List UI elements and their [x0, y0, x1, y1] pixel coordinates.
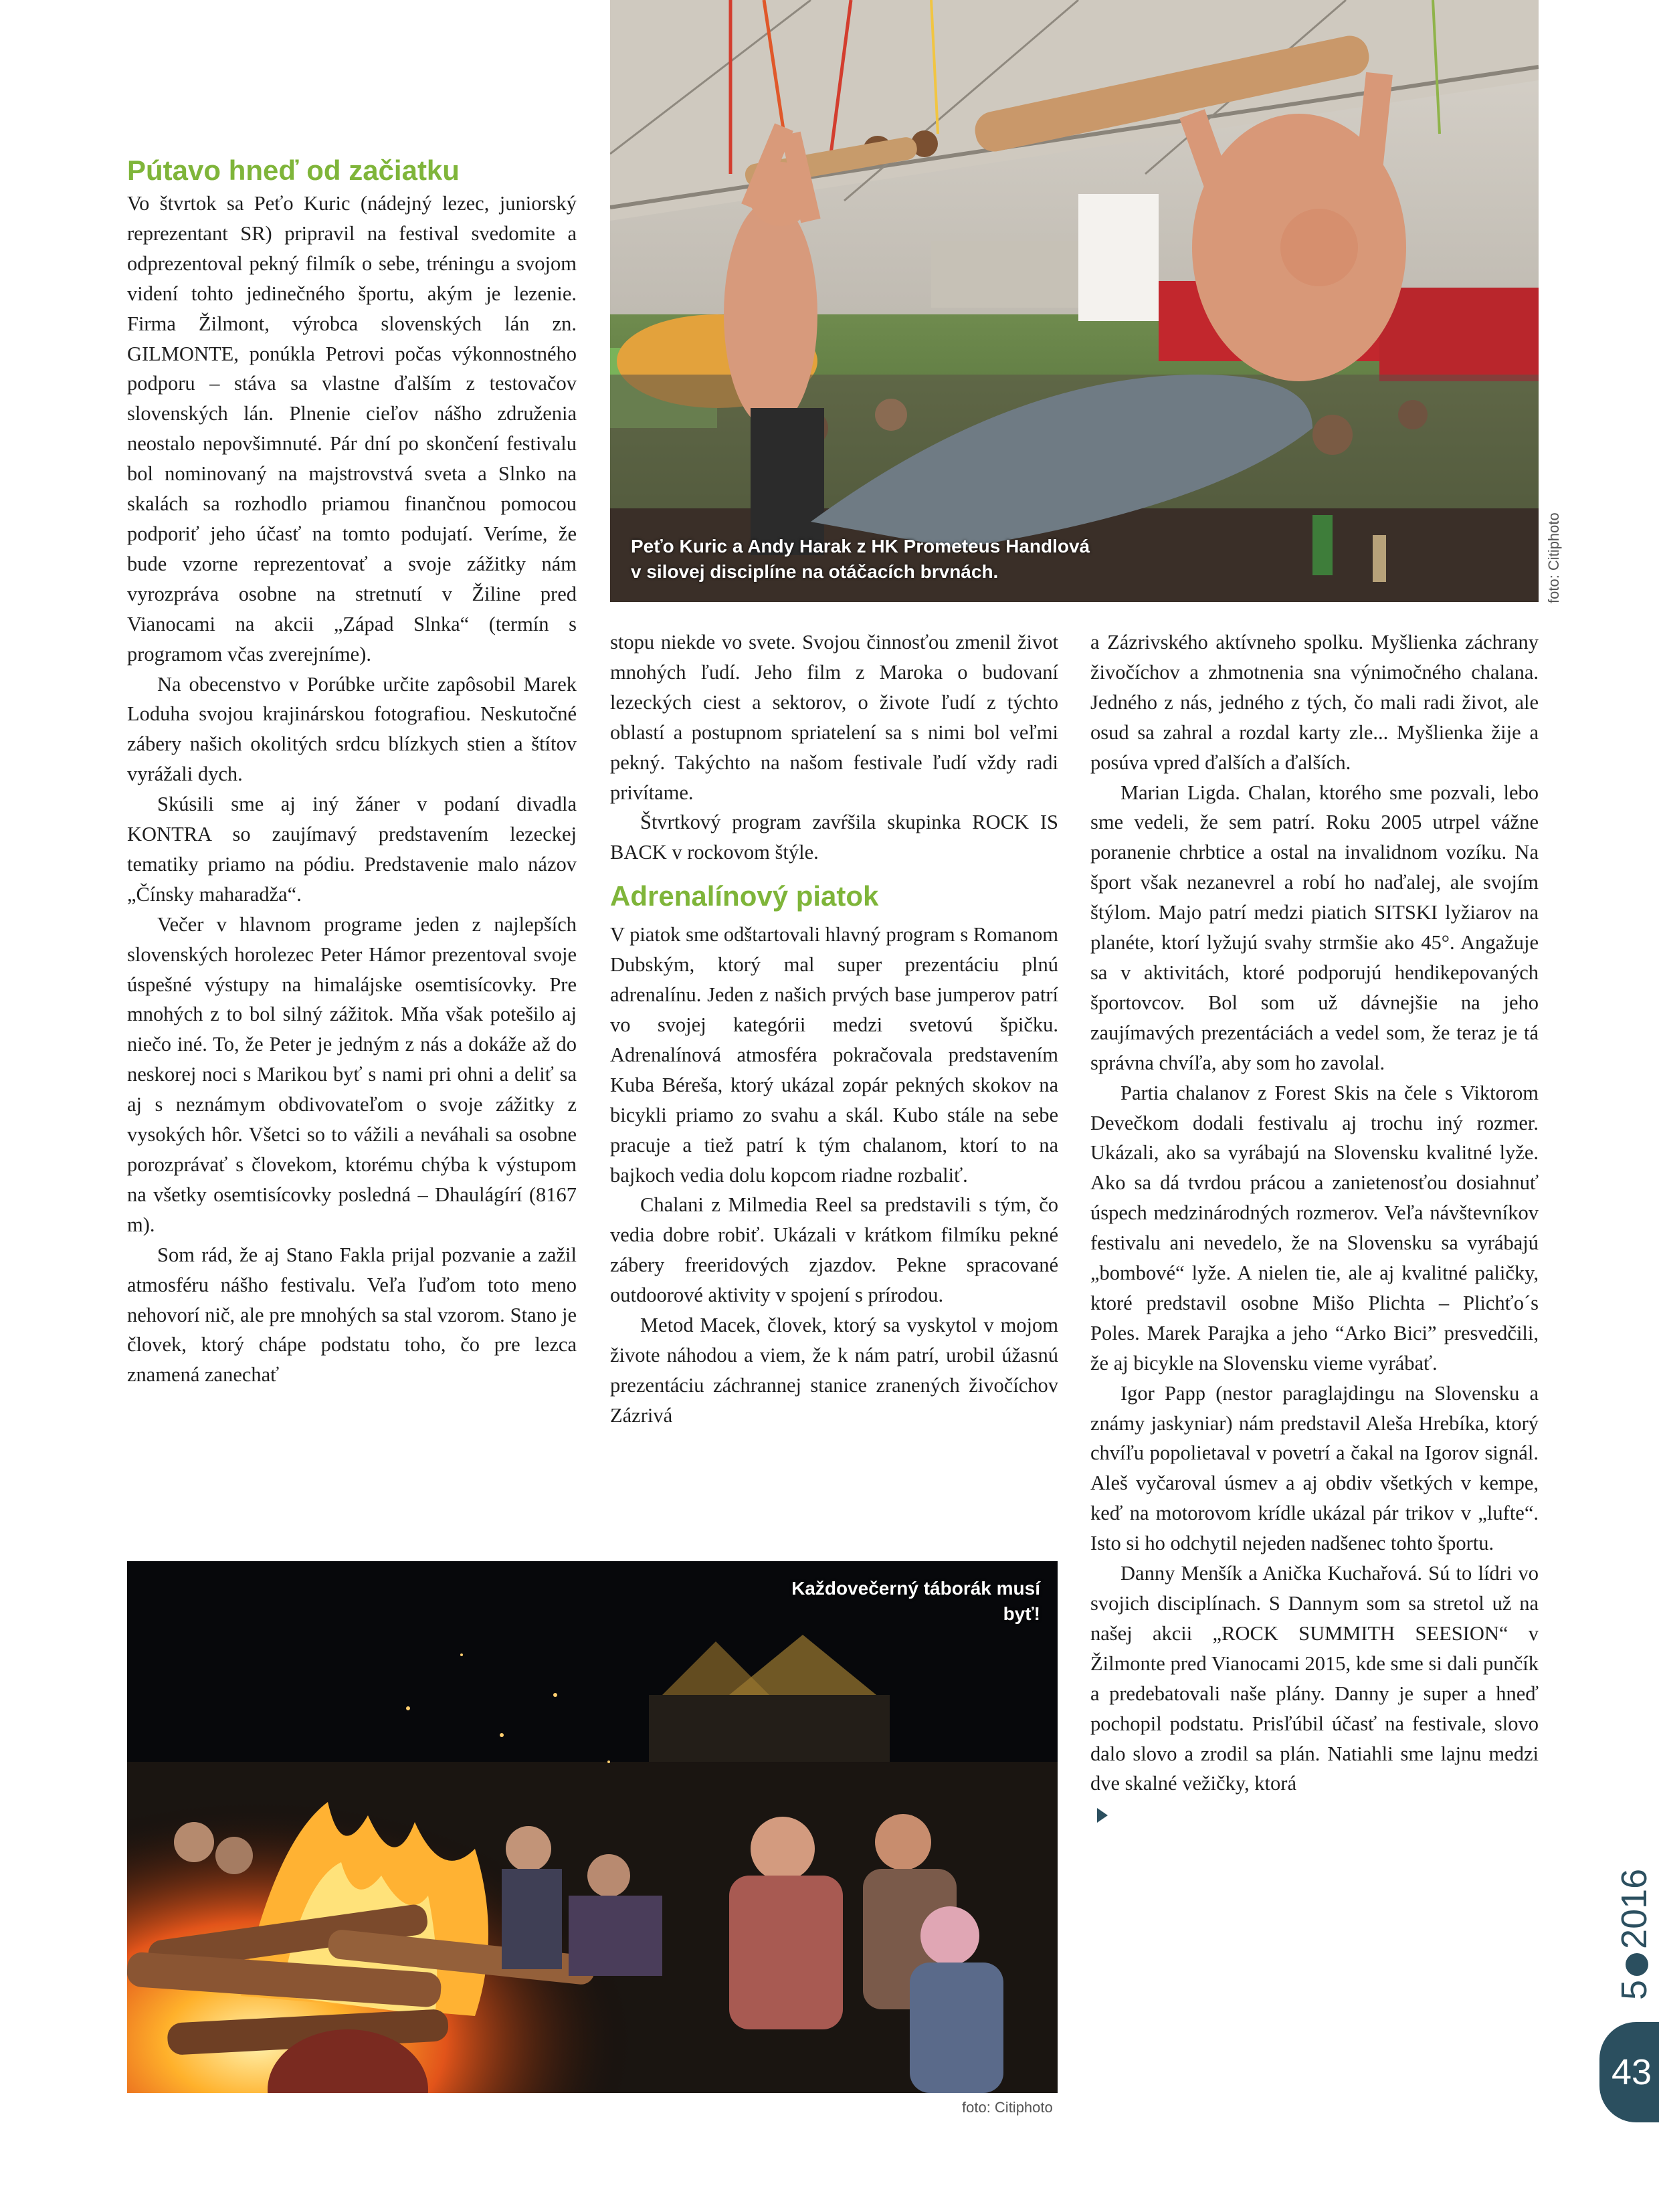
page-number-badge: [1599, 2022, 1659, 2122]
section-heading-adrenalinovy: Adrenalínový piatok: [610, 880, 879, 912]
paragraph: Metod Macek, človek, ktorý sa vyskytol v mojom živote náhodou a viem, že k nám patrí, urobil úžasnú prezentáciu záchrannej stanice zranených živočíchov Zázrivá: [610, 1314, 1058, 1427]
paragraph: a Zázrivského aktívneho spolku. Myšlienka záchrany živočíchov a zhmotnenia sna výnimočného chalana. Jedného z nás, jedného z tých, čo mali radi život, ale osud sa zahral a rozdal karty zle... Myšlienka žije a posúva vpred ďalších a ďalších.: [1090, 631, 1539, 774]
photo-campfire-caption: Každovečerný táborák musí byť!: [791, 1578, 1040, 1624]
issue-dot-icon: [1626, 1953, 1648, 1976]
photo-campfire-image: [127, 1561, 1058, 2093]
paragraph: Som rád, že aj Stano Fakla prijal pozvanie a zažil atmosféru nášho festivalu. Veľa ľuďom toto meno nehovorí nič, ale pre mnohých sa stal vzorom. Stano je človek, ktorý chápe podstatu toho, čo pre lezca znamená zanechať: [127, 1243, 577, 1387]
paragraph: Štvrtkový program zavŕšila skupinka ROCK IS BACK v rockovom štýle.: [610, 811, 1058, 864]
paragraph: stopu niekde vo svete. Svojou činnosťou zmenil život mnohých ľudí. Jeho film z Maroka o budovaní lezeckých ciest a sektorov, o živote ľudí z týchto oblastí a postupnom spriatelení sa s nimi bol veľmi pekný. Takýchto na našom festivale ľudí vždy radi privítame.: [610, 631, 1058, 804]
issue-year: [1614, 1869, 1655, 2000]
paragraph: Na obecenstvo v Porúbke určite zapôsobil Marek Loduha svojou krajinárskou fotografiou. Neskutočné zábery našich okolitých srdcu blízkych stien a štítov vyrážali dych.: [127, 672, 577, 786]
issue-year-value: 2016: [1614, 1868, 1654, 1949]
column-1: [127, 153, 577, 1390]
paragraph: Marian Ligda. Chalan, ktorého sme pozvali, lebo sme vedeli, že sem patrí. Roku 2005 utrpel vážne poranenie chrbtice a ostal na invalidnom vozíku. Na šport však nezanevrel a robí ho naďalej, ale svojím štýlom. Majo patrí medzi piatich SITSKI lyžiarov na planéte, ktorí lyžujú svahy strmšie ako 45°. Angažuje sa v aktivitách, ktoré podporujú hendikepovaných športovcov. Bol som už dávnejšie na jeho zaujímavých prezentáciách a vedel som, že teraz je tá správna chvíľa, aby som ho zavolal.: [1090, 781, 1539, 1074]
paragraph: Skúsili sme aj iný žáner v podaní divadla KONTRA so zaujímavý predstavením lezeckej tematiky priamo na pódiu. Predstavenie malo názov „Čínsky maharadža“.: [127, 793, 577, 906]
column-2: [610, 627, 1058, 1431]
photo-climbers-credit: foto: Citiphoto: [1545, 512, 1562, 603]
continue-arrow-icon: [1097, 1808, 1108, 1823]
paragraph: Vo štvrtok sa Peťo Kuric (nádejný lezec, juniorský reprezentant SR) pripravil na festival svedomite a odprezentoval pekný filmík o sebe, tréningu a svojom videní tohto jedinečného športu, akým je lezenie. Firma Žilmont, výrobca slovenských lán zn. GILMONTE, ponúkla Petrovi počas výkonnostného podporu – stáva sa vlastne ďalším z testovačov slovenských lán. Plnenie cieľov nášho združenia neostalo nepovšimnuté. Pár dní po skončení festivalu bol nominovaný na majstrovstvá sveta a Slnko na skalách sa rozhodlo priamou finančnou pomocou podporiť jeho účasť na tomto podujatí. Veríme, že bude vzorne reprezentovať a svoje zážitky nám vyrozpráva osobne na stretnutí v Žiline pred Vianocami na akcii „Západ Slnka“ (termín s programom včas zverejníme).: [127, 192, 577, 666]
photo-campfire-credit: foto: Citiphoto: [962, 2099, 1053, 2116]
issue-number: 5: [1614, 1979, 1654, 2000]
paragraph: Chalani z Milmedia Reel sa predstavili s tým, čo vedia dobre robiť. Ukázali v krátkom filmíku pekné zábery freeridových zjazdov. Pekne spracované outdoorové aktivity v spojení s prírodou.: [610, 1193, 1058, 1307]
page-number: 43: [1612, 2052, 1652, 2092]
paragraph: Večer v hlavnom programe jeden z najlepších slovenských horolezec Peter Hámor prezentoval svoje úspešné výstupy na himalájske osemtisícovky. Pre mnohých z to bol silný zážitok. Mňa však potešilo aj niečo iné. To, že Peter je jedným z nás a dokáže až do neskorej noci s Marikou byť s nami pri ohni a deliť sa aj s neznámym obdivovateľom o svoje zážitky z vysokých hôr. Všetci so to vážili a neváhali sa osobne porozprávať s človekom, ktorému chýba k výstupom na všetky osemtisícovky posledná – Dhaulágírí (8167 m).: [127, 912, 577, 1236]
caption-line-1: Peťo Kuric a Andy Harak z HK Prometeus Handlová: [631, 536, 1090, 557]
column-3: [1090, 627, 1539, 1829]
paragraph: Danny Menšík a Anička Kuchařová. Sú to lídri vo svojich disciplínach. S Dannym som sa stretol už na našej akcii „ROCK SUMMITH SEESION“ v Žilmonte pred Vianocami 2015, kde sme si dali punčík a predebatovali naše plány. Danny je super a hneď pochopil podstatu. Prisľúbil účasť na festivale, slovo dalo slovo a zrodil sa plán. Natiahli sme lajnu medzi dve skalné vežičky, ktorá: [1090, 1562, 1539, 1795]
paragraph: Igor Papp (nestor paraglajdingu na Slovensku a známy jaskyniar) nám predstavil Aleša Hrebíka, ktorý chvíľu popolietaval v povetrí a čakal na Igorov signál. Aleš vyčaroval úsmev a aj obdiv všetkých v kempe, keď na motorovom krídle ukázal pár trikov v „lufte“. Isto si ho odchytil nejeden nadšenec tohto športu.: [1090, 1381, 1539, 1555]
paragraph: Partia chalanov z Forest Skis na čele s Viktorom Devečkom dodali festivalu aj trochu iný rozmer. Ukázali, ako sa vyrábajú na Slovensku kvalitné lyže. Ako sa dá tvrdou prácou a zanietenosťou dosiahnuť úspech medzinárodných rozmerov. Veľa návštevníkov festivalu ani nevedelo, že na Slovensku sa vyrábajú „bombové“ lyže. A nielen tie, ale aj kvalitné paličky, ktoré predstavil osobne Mišo Plichta – Plichťo´s Poles. Marek Parajka a jeho “Arko Bici” presvedčili, že aj bicykle na Slovensku vieme vyrábať.: [1090, 1081, 1539, 1375]
photo-campfire: [127, 1561, 1058, 2093]
photo-climbers: [610, 0, 1539, 602]
photo-climbers-image: [610, 0, 1539, 602]
photo-climbers-caption: [631, 534, 1166, 585]
section-heading-putavo: Pútavo hneď od začiatku: [127, 155, 460, 186]
caption-line-2: v silovej disciplíne na otáčacích brvnách.: [631, 561, 999, 582]
paragraph: V piatok sme odštartovali hlavný program s Romanom Dubským, ktorý mal super prezentáciu plnú adrenalínu. Jeden z našich prvých base jumperov patrí vo svojej kategórii medzi svetovú špičku. Adrenalínová atmosféra pokračovala predstavením Kuba Béreša, ktorý ukázal zopár pekných skokov na bicykli priamo zo svahu a skál. Kubo stále na sebe pracuje a tiež patrí k tým chalanom, ktorí to na bajkoch vedia dolu kopcom riadne rozbaliť.: [610, 923, 1058, 1187]
